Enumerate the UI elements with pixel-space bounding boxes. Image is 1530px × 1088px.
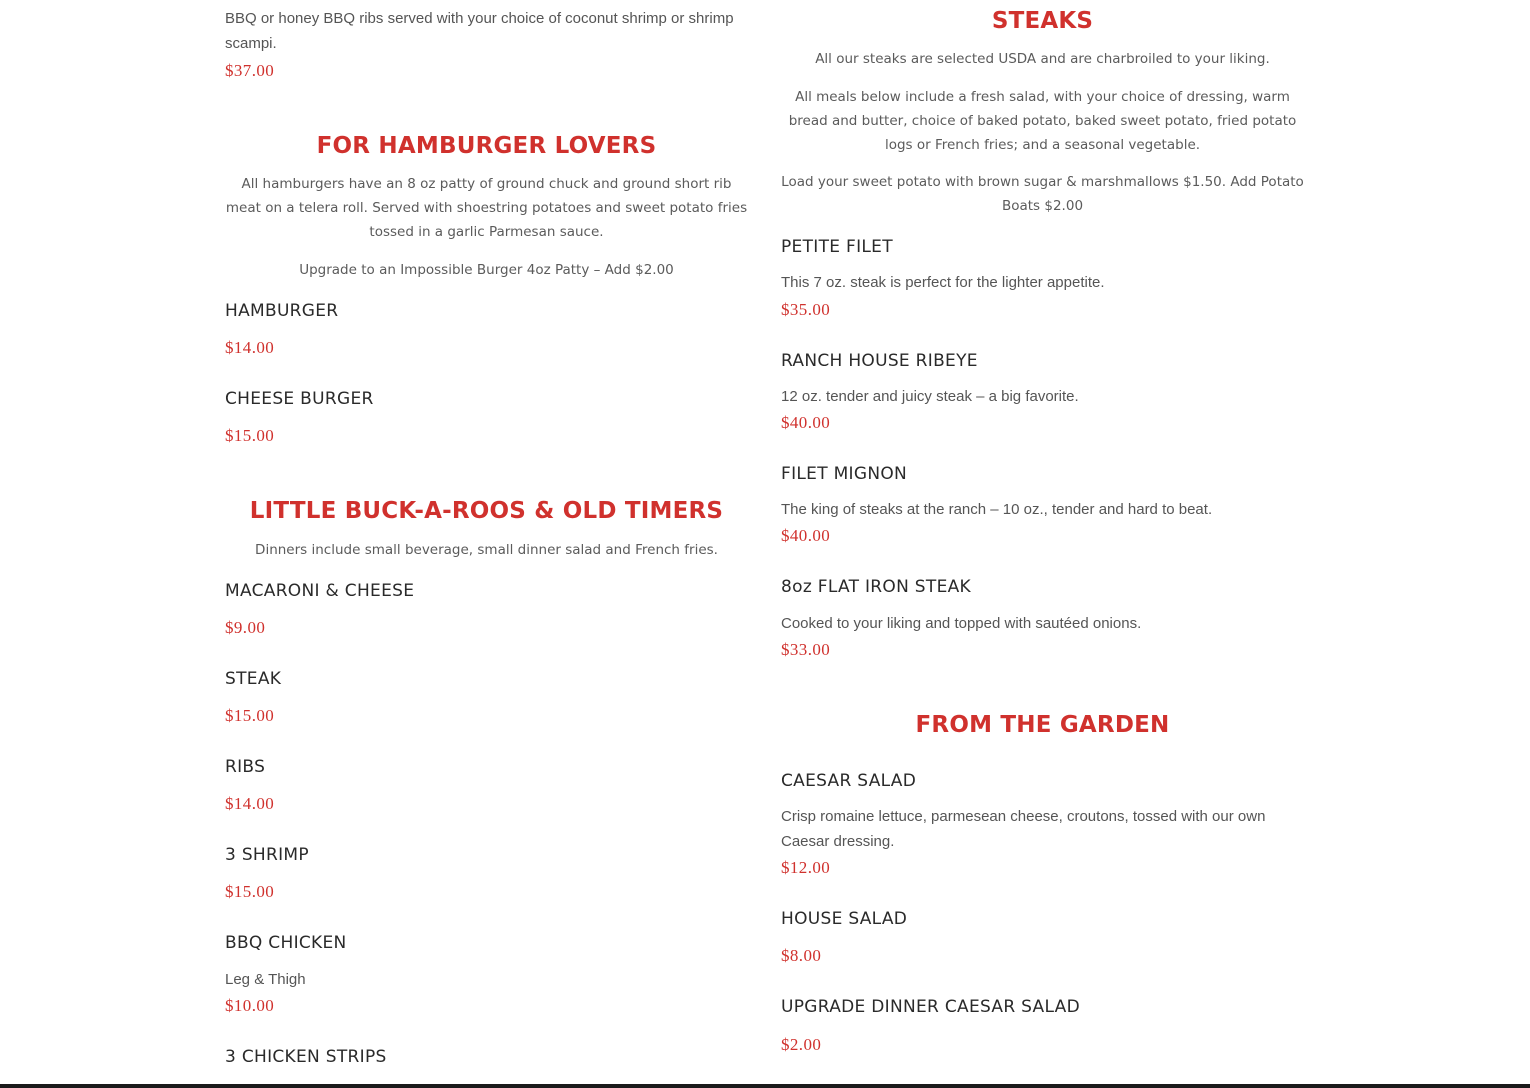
menu-item-name: CHEESE BURGER — [225, 389, 374, 409]
hamburger-section-description: All hamburgers have an 8 oz patty of ground chuck and ground short rib meat on a telera roll. Served with shoestring potatoes and sweet potato fries tossed in a garlic Parmesan sauce. — [225, 176, 748, 240]
combo-item-description: BBQ or honey BBQ ribs served with your choice of coconut shrimp or shrimp scampi. — [225, 10, 734, 52]
menu-item-price: $12.00 — [781, 858, 831, 877]
hamburger-section-title: FOR HAMBURGER LOVERS — [316, 133, 657, 159]
impossible-burger-note: Upgrade to an Impossible Burger 4oz Patty – Add $2.00 — [299, 262, 674, 278]
menu-item-price: $15.00 — [225, 426, 275, 445]
menu-item-name: MACARONI & CHEESE — [225, 581, 415, 601]
menu-item-name: FILET MIGNON — [781, 464, 908, 484]
menu-item-name: UPGRADE DINNER CAESAR SALAD — [781, 997, 1080, 1017]
kids-section-description: Dinners include small beverage, small dinner salad and French fries. — [255, 542, 718, 558]
menu-item-price: $2.00 — [781, 1035, 822, 1054]
steaks-addons: Load your sweet potato with brown sugar & marshmallows $1.50. Add Potato Boats $2.00 — [781, 174, 1304, 214]
menu-item-price: $14.00 — [225, 338, 275, 357]
menu-item-name: 8oz FLAT IRON STEAK — [781, 577, 972, 597]
menu-item-description: Crisp romaine lettuce, parmesean cheese, croutons, tossed with our own Caesar dressing. — [781, 808, 1266, 850]
steaks-meal-includes: All meals below include a fresh salad, with your choice of dressing, warm bread and butter, choice of baked potato, baked sweet potato, fried potato logs or French fries; and a seasonal vegetable. — [788, 89, 1297, 153]
menu-item-name: STEAK — [225, 669, 282, 689]
menu-item-price: $40.00 — [781, 413, 831, 432]
menu-item-price: $15.00 — [225, 882, 275, 901]
menu-item-price: $9.00 — [225, 618, 266, 637]
menu-item-price: $33.00 — [781, 640, 831, 659]
menu-item-description: Leg & Thigh — [225, 971, 306, 988]
menu-item-name: HAMBURGER — [225, 301, 339, 321]
menu-item-description: Cooked to your liking and topped with sautéed onions. — [781, 615, 1142, 632]
combo-item-price: $37.00 — [225, 61, 275, 80]
steaks-section-title: STEAKS — [991, 8, 1094, 34]
menu-item-name: PETITE FILET — [781, 237, 893, 257]
menu-item-description: 12 oz. tender and juicy steak – a big favorite. — [781, 388, 1079, 405]
steaks-description: All our steaks are selected USDA and are charbroiled to your liking. — [815, 51, 1270, 67]
menu-item-name: CAESAR SALAD — [781, 771, 917, 791]
menu-item-price: $35.00 — [781, 300, 831, 319]
menu-item-description: This 7 oz. steak is perfect for the lighter appetite. — [781, 274, 1105, 291]
menu-item-description: The king of steaks at the ranch – 10 oz., tender and hard to beat. — [781, 501, 1213, 518]
menu-item-name: BBQ CHICKEN — [225, 933, 347, 953]
menu-item-price: $40.00 — [781, 526, 831, 545]
menu-item-name: RIBS — [225, 757, 266, 777]
menu-item-price: $8.00 — [781, 946, 822, 965]
menu-item-price: $14.00 — [225, 794, 275, 813]
menu-item-name: 3 SHRIMP — [225, 845, 309, 865]
menu-item-price: $10.00 — [225, 996, 275, 1015]
menu-item-name: RANCH HOUSE RIBEYE — [781, 351, 978, 371]
menu-item-price: $15.00 — [225, 706, 275, 725]
menu-item-name: 3 CHICKEN STRIPS — [225, 1047, 387, 1067]
kids-section-title: LITTLE BUCK-A-ROOS & OLD TIMERS — [249, 498, 724, 524]
menu-item-name: HOUSE SALAD — [781, 909, 908, 929]
garden-section-title: FROM THE GARDEN — [915, 712, 1170, 738]
page-bottom-border — [0, 1084, 1530, 1088]
